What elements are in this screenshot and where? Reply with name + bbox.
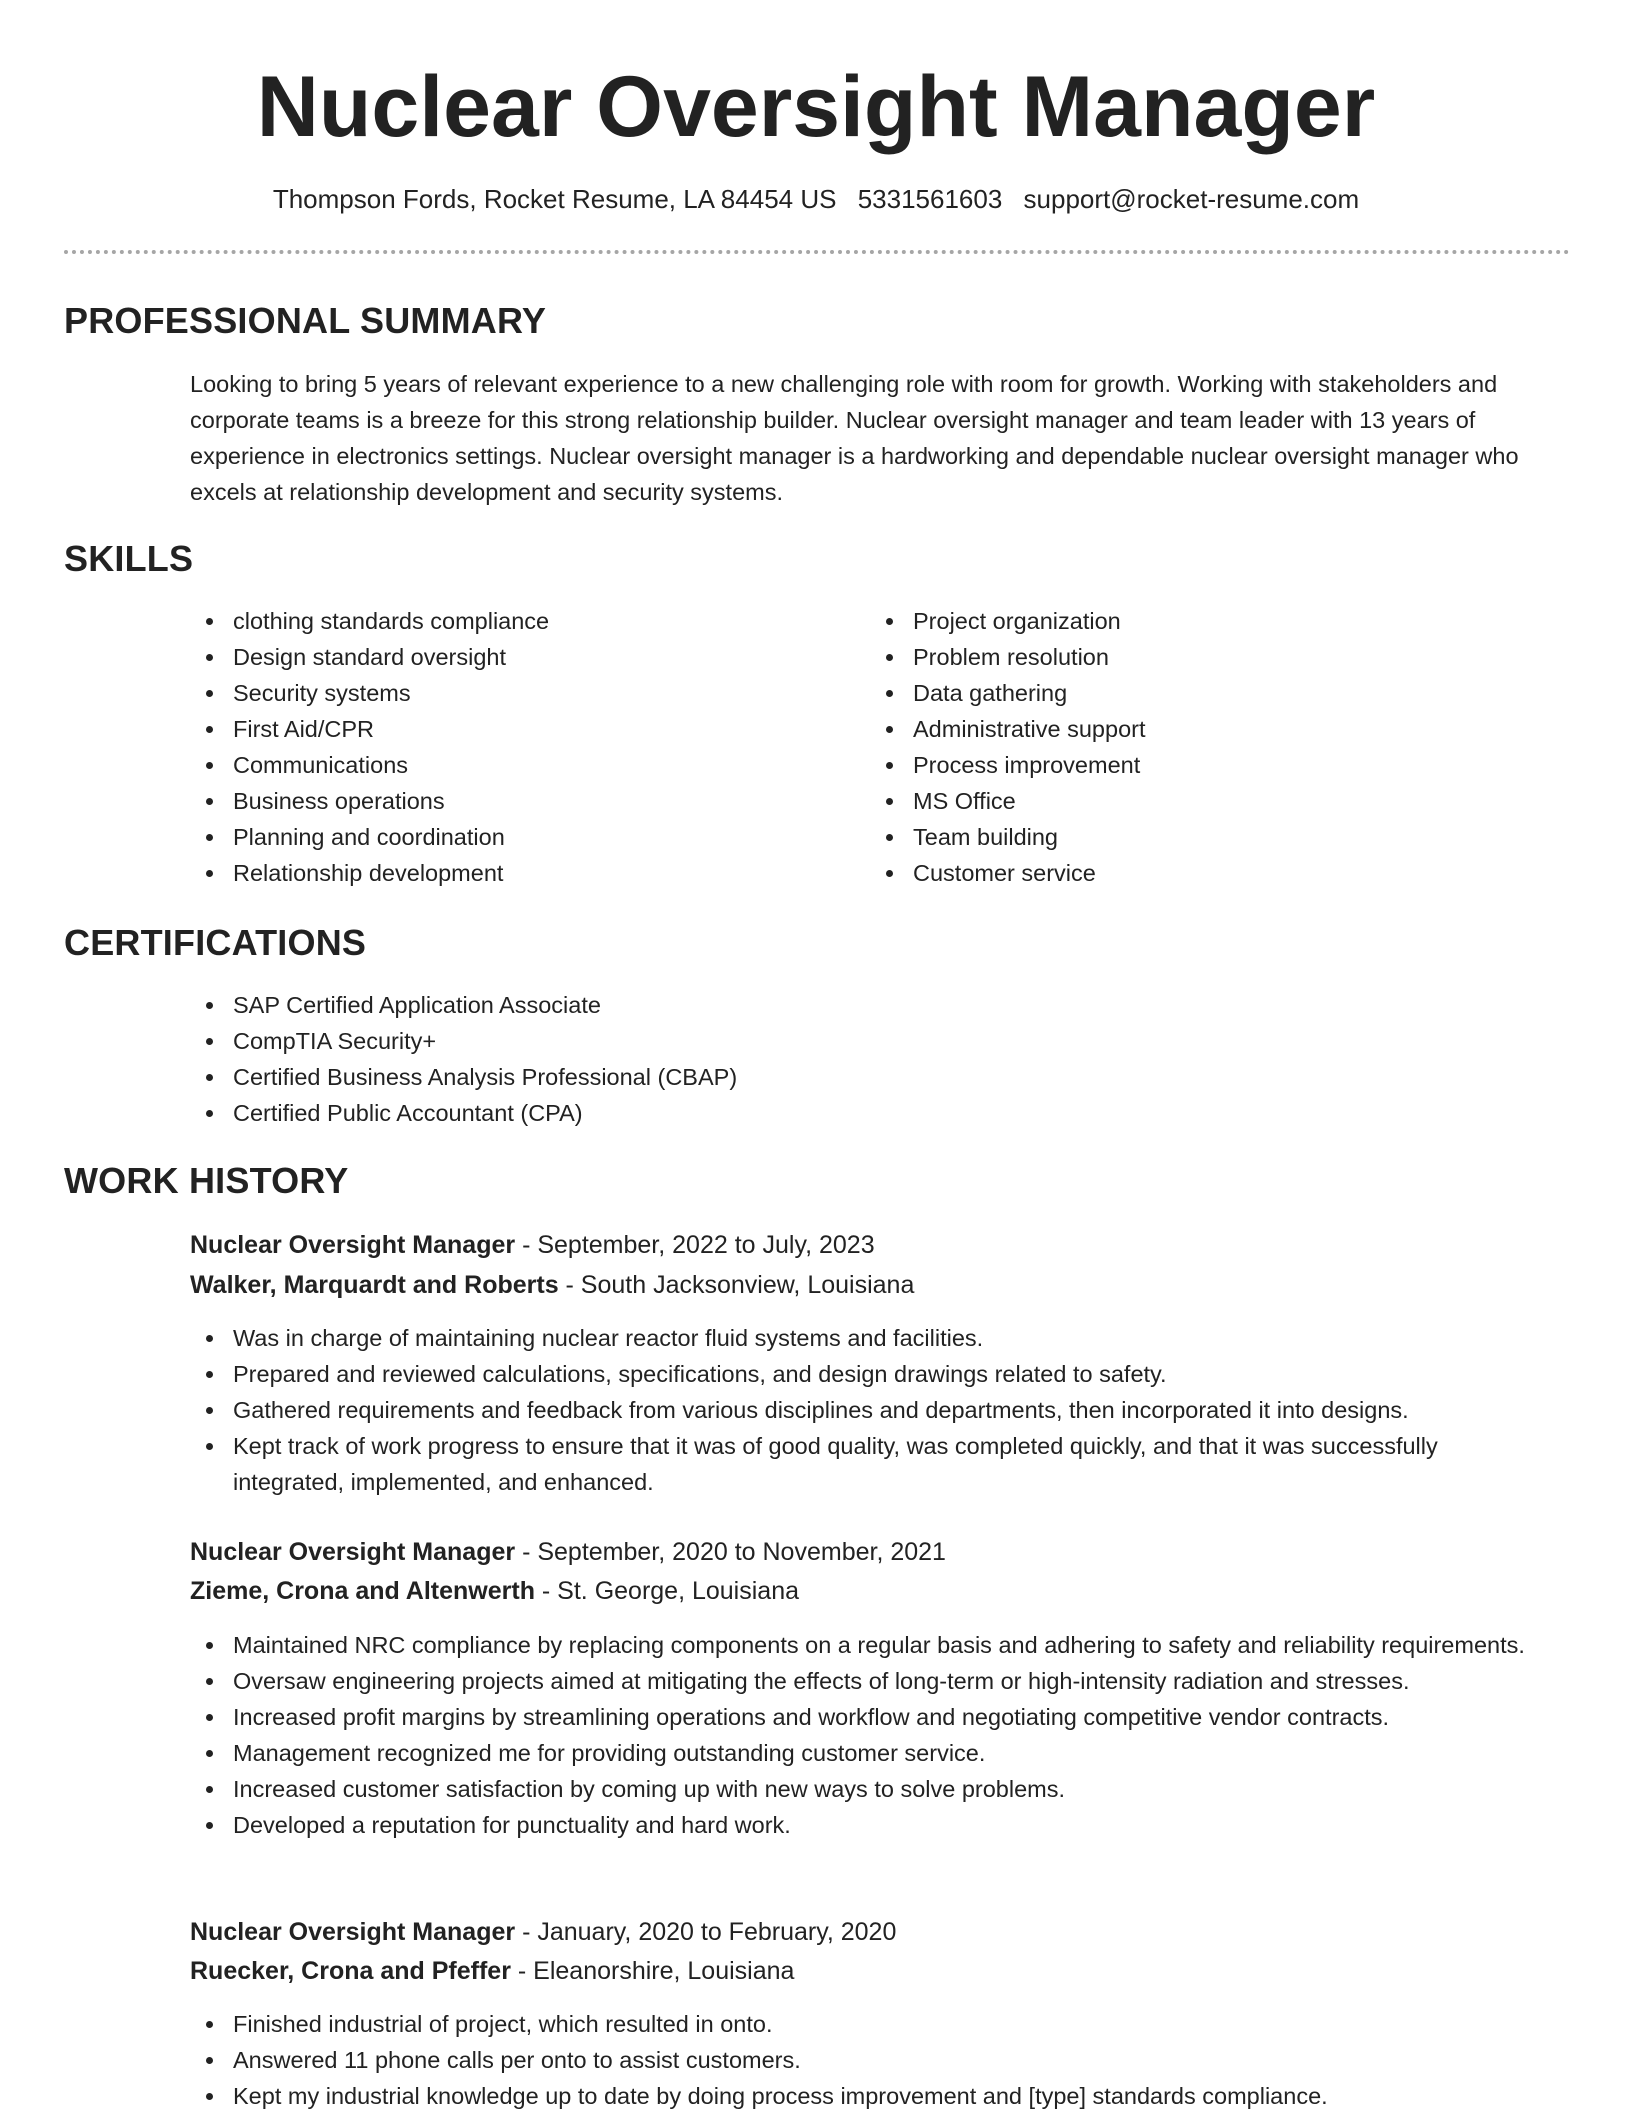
contact-email: support@rocket-resume.com bbox=[1023, 184, 1360, 214]
skill-item: Customer service bbox=[870, 855, 1520, 891]
section-title-certifications: CERTIFICATIONS bbox=[64, 922, 367, 963]
skill-item: Process improvement bbox=[870, 747, 1520, 783]
summary-text: Looking to bring 5 years of relevant experience to a new challenging role with room for growth. Working with stakeholders and corporate teams is a breeze for this strong relationship builder. Nuclear oversight manager and team leader with 13 years of experience in electronics settings. Nuclear oversight manager is a hardworking and dependable nuclear oversight manager who excels at relationship development and security systems. bbox=[190, 371, 1519, 505]
duty-item: Kept my industrial knowledge up to date by doing process improvement and [type] standards compliance. bbox=[190, 2078, 1540, 2112]
certification-item: Certified Public Accountant (CPA) bbox=[190, 1095, 1490, 1131]
job-title-line bbox=[190, 1227, 875, 1263]
duty-item: Answered 11 phone calls per onto to assist customers. bbox=[190, 2042, 1540, 2078]
job-location: - Eleanorshire, Louisiana bbox=[510, 1957, 795, 1985]
skill-item: Communications bbox=[190, 747, 840, 783]
skill-item: Data gathering bbox=[870, 675, 1520, 711]
skill-item: clothing standards compliance bbox=[190, 603, 840, 639]
duty-item: Increased profit margins by streamlining operations and workflow and negotiating competitive vendor contracts. bbox=[190, 1699, 1540, 1735]
certifications-list bbox=[190, 987, 1490, 1131]
job-company-line bbox=[190, 1573, 799, 1609]
duty-item: Finished industrial of project, which resulted in onto. bbox=[190, 2006, 1540, 2042]
skill-item: Administrative support bbox=[870, 711, 1520, 747]
job-dates: - September, 2022 to July, 2023 bbox=[515, 1231, 875, 1259]
skill-item: MS Office bbox=[870, 783, 1520, 819]
job-dates: - September, 2020 to November, 2021 bbox=[515, 1538, 946, 1566]
job-dates: - January, 2020 to February, 2020 bbox=[515, 1918, 897, 1946]
skill-item: Team building bbox=[870, 819, 1520, 855]
duty-item: Prepared and reviewed calculations, specifications, and design drawings related to safety. bbox=[190, 1356, 1540, 1392]
certification-item: Certified Business Analysis Professional (CBAP) bbox=[190, 1059, 1490, 1095]
duty-item: Oversaw engineering projects aimed at mitigating the effects of long-term or high-intensity radiation and stresses. bbox=[190, 1663, 1540, 1699]
duty-item: Gathered requirements and feedback from various disciplines and departments, then incorporated it into designs. bbox=[190, 1392, 1540, 1428]
job-location: - St. George, Louisiana bbox=[534, 1577, 800, 1605]
contact-line bbox=[0, 181, 1632, 217]
job-company-line bbox=[190, 1953, 794, 1989]
job-duties-list bbox=[190, 1627, 1540, 1843]
certification-item: SAP Certified Application Associate bbox=[190, 987, 1490, 1023]
duty-item: Developed a reputation for punctuality and hard work. bbox=[190, 1807, 1540, 1843]
job-title: Nuclear Oversight Manager bbox=[190, 1231, 516, 1259]
job-location: - South Jacksonview, Louisiana bbox=[558, 1271, 915, 1299]
skill-item: Business operations bbox=[190, 783, 840, 819]
contact-phone: 5331561603 bbox=[857, 184, 1003, 214]
skill-item: Design standard oversight bbox=[190, 639, 840, 675]
section-title-work-history: WORK HISTORY bbox=[64, 1160, 349, 1201]
contact-address: Thompson Fords, Rocket Resume, LA 84454 US bbox=[272, 184, 837, 214]
skill-item: Planning and coordination bbox=[190, 819, 840, 855]
skill-item: Relationship development bbox=[190, 855, 840, 891]
job-company: Zieme, Crona and Altenwerth bbox=[190, 1577, 535, 1605]
job-title: Nuclear Oversight Manager bbox=[190, 1538, 516, 1566]
certification-item: CompTIA Security+ bbox=[190, 1023, 1490, 1059]
candidate-name: Nuclear Oversight Manager bbox=[256, 59, 1376, 155]
header-divider bbox=[64, 250, 1570, 254]
skill-item: Problem resolution bbox=[870, 639, 1520, 675]
skills-list-left bbox=[190, 603, 840, 891]
section-title-skills: SKILLS bbox=[64, 538, 194, 579]
skill-item: First Aid/CPR bbox=[190, 711, 840, 747]
job-title-line bbox=[190, 1914, 896, 1950]
skills-list-right bbox=[870, 603, 1520, 891]
duty-item: Management recognized me for providing outstanding customer service. bbox=[190, 1735, 1540, 1771]
job-duties-list bbox=[190, 2006, 1540, 2112]
duty-item: Kept track of work progress to ensure that it was of good quality, was completed quickly, and that it was successfully integrated, implemented, and enhanced. bbox=[190, 1428, 1540, 1500]
job-company-line bbox=[190, 1267, 914, 1303]
duty-item: Increased customer satisfaction by coming up with new ways to solve problems. bbox=[190, 1771, 1540, 1807]
job-company: Ruecker, Crona and Pfeffer bbox=[190, 1957, 511, 1985]
job-company: Walker, Marquardt and Roberts bbox=[190, 1271, 559, 1299]
duty-item: Maintained NRC compliance by replacing components on a regular basis and adhering to safety and reliability requirements. bbox=[190, 1627, 1540, 1663]
skill-item: Security systems bbox=[190, 675, 840, 711]
job-duties-list bbox=[190, 1320, 1540, 1500]
job-title-line bbox=[190, 1534, 946, 1570]
duty-item: Was in charge of maintaining nuclear reactor fluid systems and facilities. bbox=[190, 1320, 1540, 1356]
skill-item: Project organization bbox=[870, 603, 1520, 639]
section-title-summary: PROFESSIONAL SUMMARY bbox=[64, 300, 547, 341]
job-title: Nuclear Oversight Manager bbox=[190, 1918, 516, 1946]
